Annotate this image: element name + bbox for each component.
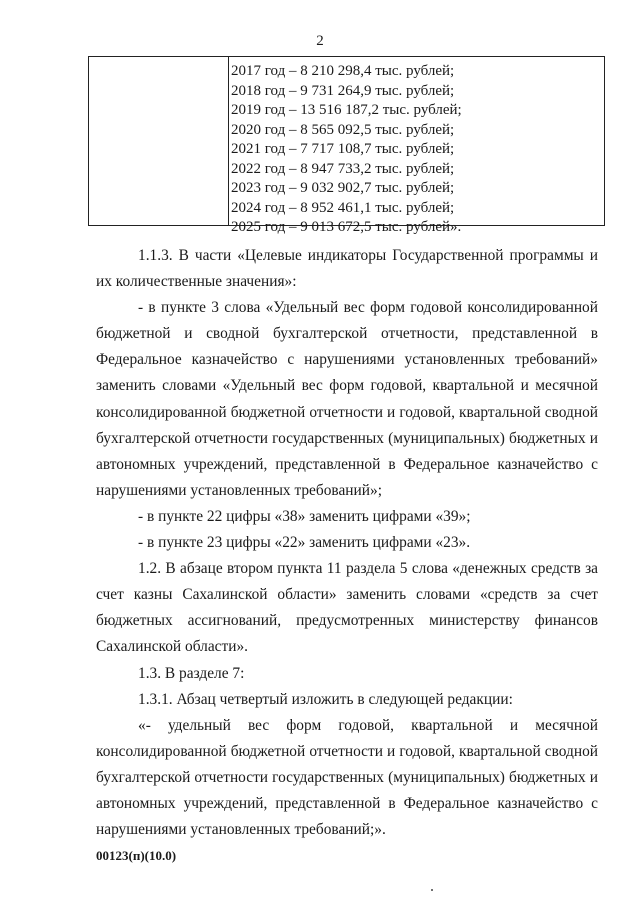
table-left-cell — [89, 57, 229, 225]
budget-line-2023: 2023 год – 9 032 902,7 тыс. рублей; — [231, 180, 455, 196]
budget-line-2019: 2019 год – 13 516 187,2 тыс. рублей; — [231, 102, 462, 118]
scan-dot — [431, 889, 433, 891]
budget-line-2017: 2017 год – 8 210 298,4 тыс. рублей; — [231, 63, 455, 79]
budget-table — [88, 56, 605, 235]
budget-line-2024: 2024 год – 8 952 461,1 тыс. рублей; — [231, 199, 455, 216]
budget-line-2018: 2018 год – 9 731 264,9 тыс. рублей; — [231, 82, 455, 99]
budget-line-2022: 2022 год – 8 947 733,2 тыс. рублей; — [231, 160, 455, 177]
paragraph-item-3: - в пункте 3 слова «Удельный вес форм годовой консолидированной бюджетной и сводной бухгалтерской отчетности, представленной в Федеральное казначейство с нарушениями установленных требований» заменить словами «Удельный вес форм годовой, квартальной и месячной консолидированной бюджетной отчетности и годовой, квартальной сводной бухгалтерской отчетности государственных (муниципальных) бюджетных и автономных учреждений, представленной в Федеральное казначейство с нарушениями установленных требований»; — [96, 299, 598, 499]
document-code: 00123(п)(10.0) — [96, 848, 177, 863]
paragraph-1-3: 1.3. В разделе 7: — [138, 664, 245, 682]
page-number: 2 — [316, 33, 324, 49]
paragraph-1-1-3: 1.1.3. В части «Целевые индикаторы Государственной программы и их количественные значения»: — [96, 247, 598, 291]
budget-line-2021: 2021 год – 7 717 108,7 тыс. рублей; — [231, 141, 455, 157]
document-body — [96, 243, 598, 843]
paragraph-1-3-1: 1.3.1. Абзац четвертый изложить в следующей редакции: — [138, 690, 513, 708]
paragraph-1-2: 1.2. В абзаце втором пункта 11 раздела 5 слова «денежных средств за счет казны Сахалинской области» заменить словами «средств за счет бюджетных ассигнований, предусмотренных министерству финансов Сахалинской области». — [96, 560, 598, 656]
budget-line-2025: 2025 год – 9 013 672,5 тыс. рублей». — [231, 219, 462, 235]
budget-line-2020: 2020 год – 8 565 092,5 тыс. рублей; — [231, 121, 455, 138]
paragraph-item-22: - в пункте 22 цифры «38» заменить цифрами «39»; — [138, 507, 471, 525]
paragraph-quoted-text: «- удельный вес форм годовой, квартальной и месячной консолидированной бюджетной отчетности и годовой, квартальной сводной бухгалтерской отчетности государственных (муниципальных) бюджетных и автономных учреждений, представленной в Федеральное казначейство с нарушениями установленных требований;». — [96, 716, 598, 839]
table-right-cell — [231, 62, 600, 238]
paragraph-item-23: - в пункте 23 цифры «22» заменить цифрами «23». — [138, 534, 471, 552]
